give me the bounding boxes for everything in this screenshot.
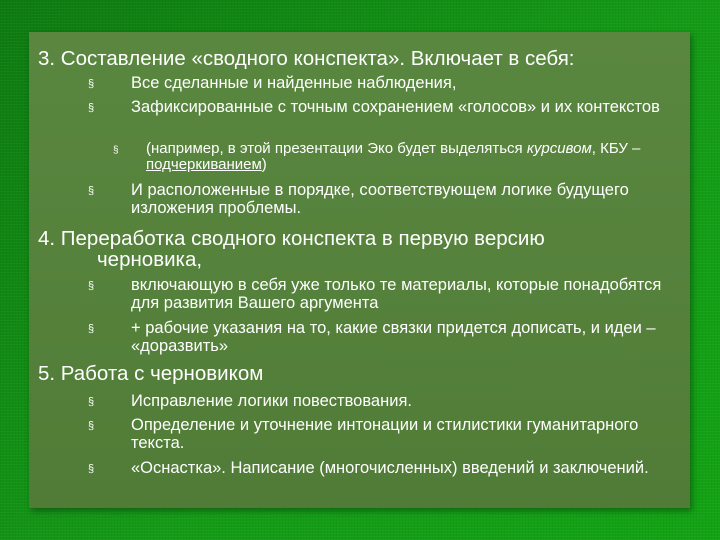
note-text-start: (например, в этой презентации Эко будет выделяться — [146, 140, 527, 157]
list-item-text: И расположенные в порядке, соответствующем логике будущего изложения проблемы. — [131, 181, 629, 217]
list-item-text: Зафиксированные с точным сохранением «голосов» и их контекстов — [131, 98, 660, 116]
bullet-marker: § — [113, 145, 119, 156]
note-text-end: ) — [261, 156, 267, 173]
bullet-marker: § — [88, 463, 95, 475]
list-item-text: Исправление логики повествования. — [131, 392, 412, 410]
italic-example: курсивом — [526, 140, 592, 157]
bullet-marker: § — [88, 78, 95, 90]
bullet-marker: § — [88, 396, 95, 408]
bullet-marker: § — [88, 280, 95, 292]
bullet-marker: § — [88, 102, 95, 114]
list-item-text: Определение и уточнение интонации и стилистики гуманитарного текста. — [131, 416, 639, 452]
bullet-marker: § — [88, 185, 95, 197]
list-item-text: включающую в себя уже только те материалы, которые понадобятся для развития Вашего аргумента — [131, 276, 662, 312]
list-item-text: Все сделанные и найденные наблюдения, — [131, 74, 457, 92]
note-text-middle: , КБУ – — [591, 140, 641, 157]
section-4-heading — [38, 228, 683, 270]
sub-list-item-text — [146, 141, 666, 173]
bullet-marker: § — [88, 420, 95, 432]
underline-example: подчеркиванием — [146, 156, 262, 173]
section-4-heading-line2: черновика, — [97, 248, 203, 271]
bullet-marker: § — [88, 323, 95, 335]
section-3-heading: 3. Составление «сводного конспекта». Включает в себя: — [38, 47, 575, 70]
list-item-text: + рабочие указания на то, какие связки придется дописать, и идеи – «доразвить» — [131, 319, 656, 355]
section-4-heading-line1: 4. Переработка сводного конспекта в первую версию — [38, 227, 545, 250]
section-5-heading: 5. Работа с черновиком — [38, 362, 264, 385]
content-panel — [29, 32, 690, 508]
list-item-text: «Оснастка». Написание (многочисленных) введений и заключений. — [131, 459, 649, 477]
